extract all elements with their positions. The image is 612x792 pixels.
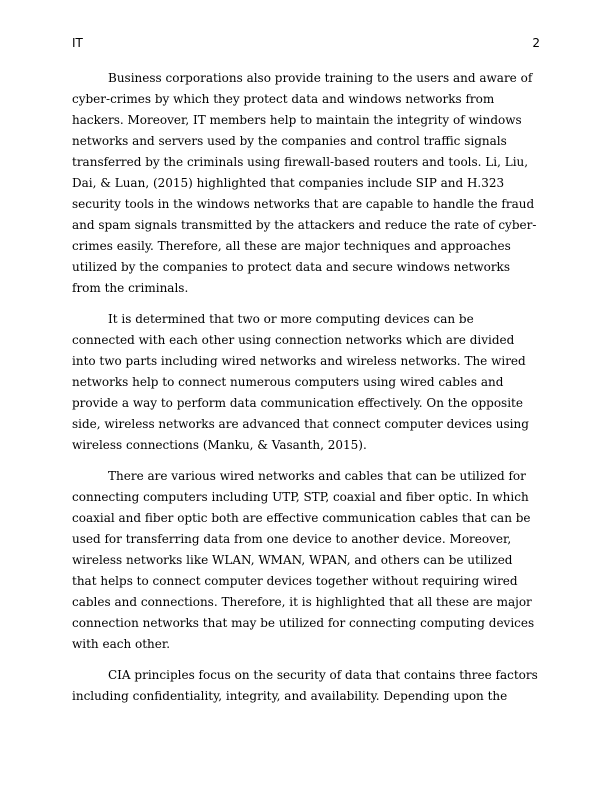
text-line: transferred by the criminals using firewall-based routers and tools. Li, Liu, xyxy=(72,155,529,169)
text-line: networks help to connect numerous computers using wired cables and xyxy=(72,375,504,389)
text-line: that helps to connect computer devices together without requiring wired xyxy=(72,574,518,588)
text-line: hackers. Moreover, IT members help to maintain the integrity of windows xyxy=(72,113,522,127)
text-line: Dai, & Luan, (2015) highlighted that companies include SIP and H.323 xyxy=(72,176,505,190)
text-line: and spam signals transmitted by the attackers and reduce the rate of cyber- xyxy=(72,218,537,232)
text-line: utilized by the companies to protect data and secure windows networks xyxy=(72,260,510,274)
paragraph-1 xyxy=(72,68,542,299)
text-line: There are various wired networks and cables that can be utilized for xyxy=(108,469,526,483)
page-number: 2 xyxy=(532,36,540,50)
running-head: IT xyxy=(72,36,83,50)
text-line: with each other. xyxy=(72,637,171,651)
text-line: side, wireless networks are advanced that connect computer devices using xyxy=(72,417,529,431)
paragraph-4 xyxy=(72,665,542,707)
paragraph-3 xyxy=(72,466,542,655)
text-line: wireless networks like WLAN, WMAN, WPAN, and others can be utilized xyxy=(72,553,513,567)
text-line: security tools in the windows networks that are capable to handle the fraud xyxy=(72,197,535,211)
text-line: cyber-crimes by which they protect data and windows networks from xyxy=(72,92,495,106)
text-line: including confidentiality, integrity, and availability. Depending upon the xyxy=(72,689,508,703)
text-line: from the criminals. xyxy=(72,281,189,295)
text-line: CIA principles focus on the security of data that contains three factors xyxy=(108,668,538,682)
text-line: connecting computers including UTP, STP, coaxial and fiber optic. In which xyxy=(72,490,529,504)
text-line: crimes easily. Therefore, all these are major techniques and approaches xyxy=(72,239,511,253)
text-line: into two parts including wired networks and wireless networks. The wired xyxy=(72,354,526,368)
document-body xyxy=(72,68,542,717)
text-line: networks and servers used by the companies and control traffic signals xyxy=(72,134,507,148)
text-line: coaxial and fiber optic both are effective communication cables that can be xyxy=(72,511,531,525)
text-line: connection networks that may be utilized for connecting computing devices xyxy=(72,616,535,630)
text-line: It is determined that two or more computing devices can be xyxy=(108,312,474,326)
text-line: Business corporations also provide training to the users and aware of xyxy=(108,71,533,85)
text-line: wireless connections (Manku, & Vasanth, 2015). xyxy=(72,438,367,452)
text-line: connected with each other using connection networks which are divided xyxy=(72,333,515,347)
text-line: cables and connections. Therefore, it is highlighted that all these are major xyxy=(72,595,532,609)
text-line: used for transferring data from one device to another device. Moreover, xyxy=(72,532,512,546)
text-line: provide a way to perform data communication effectively. On the opposite xyxy=(72,396,523,410)
paragraph-2 xyxy=(72,309,542,456)
